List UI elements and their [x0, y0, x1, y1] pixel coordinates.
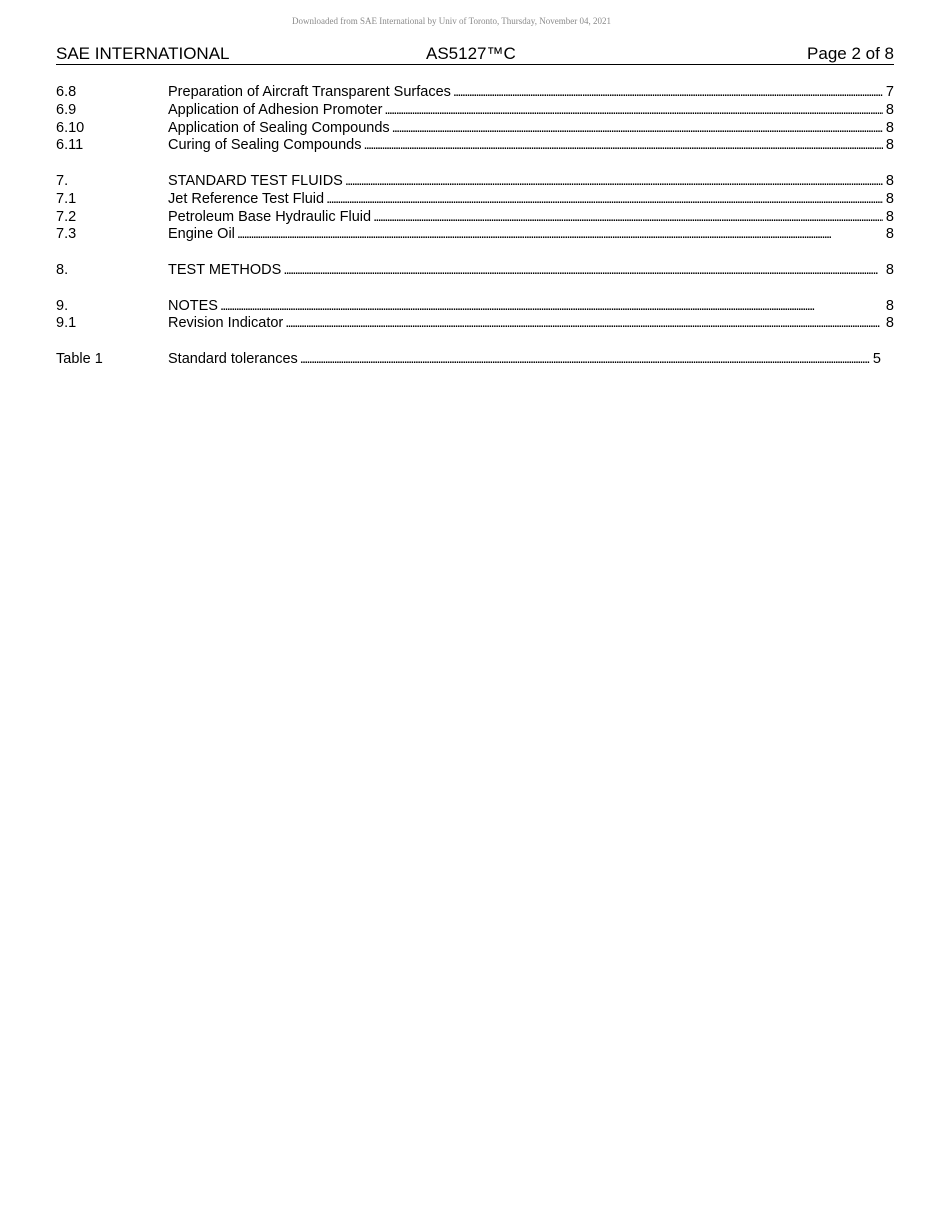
- toc-entry[interactable]: [56, 209, 894, 227]
- toc-number: 9.: [56, 297, 69, 314]
- toc-number: 7.1: [56, 190, 77, 207]
- toc-leader: [453, 84, 883, 102]
- toc-title: NOTES: [168, 297, 218, 314]
- toc-number: 7.2: [56, 208, 77, 225]
- toc-title: Standard tolerances: [168, 350, 298, 367]
- toc-number: 8.: [56, 261, 69, 278]
- toc-number: 9.1: [56, 315, 77, 332]
- toc-title: Preparation of Aircraft Transparent Surfaces: [168, 84, 451, 100]
- toc-leader: [237, 226, 883, 244]
- toc-page: 8: [885, 101, 894, 118]
- toc-number: 6.10: [56, 119, 85, 136]
- page-header: [56, 44, 894, 65]
- toc-title: Petroleum Base Hydraulic Fluid: [168, 208, 372, 225]
- toc-leader: [392, 120, 883, 138]
- toc-title: Engine Oil: [168, 226, 235, 243]
- table-of-contents: [56, 84, 894, 369]
- toc-entry[interactable]: [56, 173, 894, 191]
- toc-entry[interactable]: [56, 102, 894, 120]
- toc-leader: [285, 315, 883, 333]
- toc-entry[interactable]: [56, 191, 894, 209]
- toc-page: 8: [885, 261, 894, 278]
- toc-title: Jet Reference Test Fluid: [168, 190, 325, 207]
- toc-leader: [300, 351, 870, 369]
- toc-entry[interactable]: [56, 262, 894, 280]
- toc-number: 6.9: [56, 101, 77, 118]
- toc-page: 8: [885, 208, 894, 225]
- toc-leader: [384, 102, 883, 120]
- toc-number: 7.3: [56, 226, 77, 243]
- toc-leader: [363, 137, 882, 155]
- toc-number: 6.8: [56, 84, 77, 100]
- toc-entry[interactable]: [56, 226, 894, 244]
- toc-page: 8: [885, 190, 894, 207]
- toc-entry[interactable]: [56, 315, 894, 333]
- toc-page: 8: [885, 172, 894, 189]
- toc-page: 8: [885, 226, 894, 243]
- toc-entry[interactable]: [56, 120, 894, 138]
- toc-number: 7.: [56, 172, 69, 189]
- header-org: SAE INTERNATIONAL: [56, 44, 230, 63]
- toc-page: 8: [885, 119, 894, 136]
- toc-entry[interactable]: [56, 84, 894, 102]
- toc-page: 8: [885, 315, 894, 332]
- toc-leader: [373, 209, 883, 227]
- toc-title: STANDARD TEST FLUIDS: [168, 172, 343, 189]
- toc-page: 8: [885, 137, 894, 154]
- toc-number: 6.11: [56, 137, 84, 154]
- toc-leader: [220, 298, 883, 316]
- toc-table-entry[interactable]: [56, 351, 894, 369]
- header-doc-id: AS5127™C: [426, 44, 516, 63]
- toc-page: 5: [872, 350, 881, 367]
- toc-title: Curing of Sealing Compounds: [168, 137, 362, 154]
- toc-entry[interactable]: [56, 298, 894, 316]
- toc-number: Table 1: [56, 350, 103, 367]
- toc-leader: [345, 173, 883, 191]
- toc-leader: [326, 191, 883, 209]
- toc-title: TEST METHODS: [168, 261, 282, 278]
- download-watermark: Downloaded from SAE International by Univ of Toronto, Thursday, November 04, 2021: [292, 16, 611, 26]
- toc-title: Application of Sealing Compounds: [168, 119, 390, 136]
- toc-page: 7: [885, 84, 894, 100]
- toc-title: Application of Adhesion Promoter: [168, 101, 383, 118]
- header-page-number: Page 2 of 8: [807, 44, 894, 63]
- toc-entry[interactable]: [56, 137, 894, 155]
- toc-leader: [283, 262, 883, 280]
- toc-page: 8: [885, 297, 894, 314]
- toc-title: Revision Indicator: [168, 315, 284, 332]
